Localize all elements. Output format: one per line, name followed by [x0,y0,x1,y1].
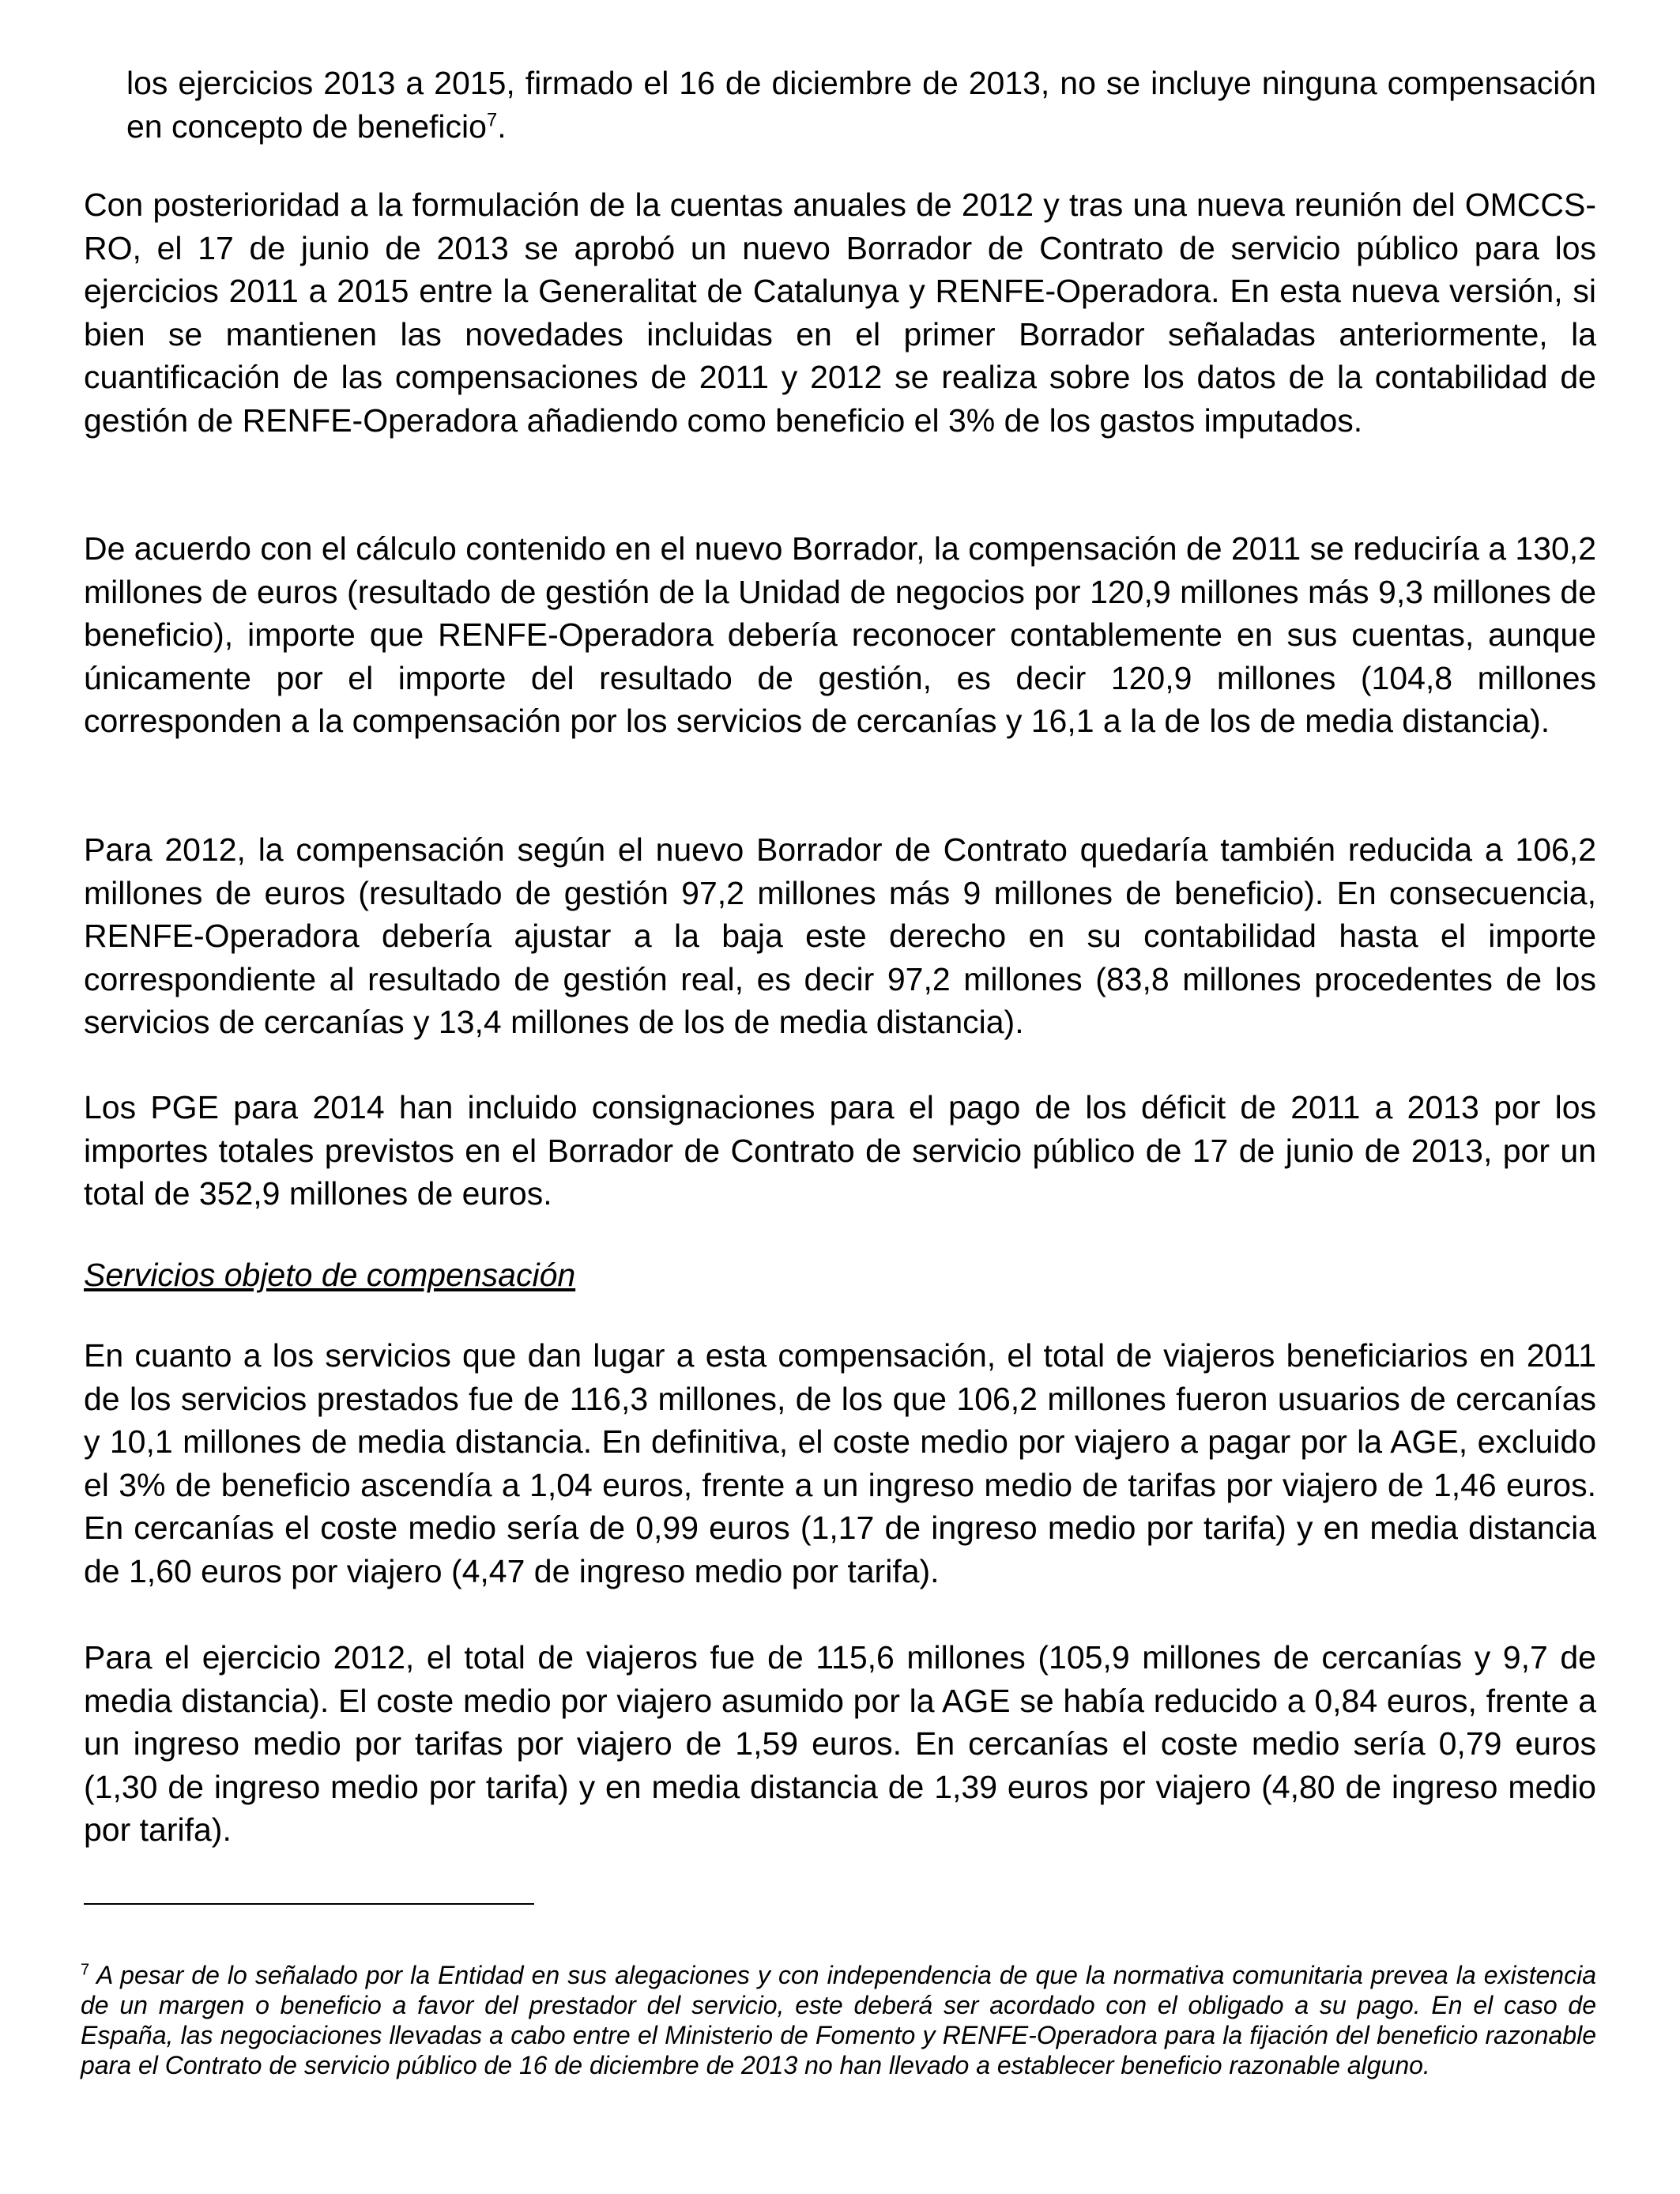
footnote-text: A pesar de lo señalado por la Entidad en sus alegaciones y con independencia de que la normativa comunitaria prevea la existencia de un margen o beneficio a favor del prestador del servicio, este deberá ser acordado con el obligado a su pago. En el caso de España, las negociaciones llevadas a cabo entre el Ministerio de Fomento y RENFE-Operadora para la fijación del beneficio razonable para el Contrato de servicio público de 16 de diciembre de 2013 no han llevado a establecer beneficio razonable alguno. [81,1961,1596,2079]
footnote-number: 7 [81,1961,90,1979]
section-heading: Servicios objeto de compensación [84,1257,576,1293]
paragraph-continuation-end: . [497,107,507,145]
paragraph-servicios-2012: Para el ejercicio 2012, el total de viajeros fue de 115,6 millones (105,9 millones de cercanías y 9,7 de media distancia). El coste medio por viajero asumido por la AGE se había reducido a 0,84 euros, frente a un ingreso medio por tarifas por viajero de 1,59 euros. En cercanías el coste medio sería 0,79 euros (1,30 de ingreso medio por tarifa) y en media distancia de 1,39 euros por viajero (4,80 de ingreso medio por tarifa). [84,1639,1596,1848]
paragraph-continuation-text: los ejercicios 2013 a 2015, firmado el 16 de diciembre de 2013, no se incluye ninguna compensación en concepto de beneficio [126,65,1596,145]
paragraph-pge-2014: Los PGE para 2014 han incluido consignaciones para el pago de los déficit de 2011 a 2013 por los importes totales previstos en el Borrador de Contrato de servicio público de 17 de junio de 2013, por un total de 352,9 millones de euros. [84,1089,1596,1212]
paragraph-borrador-junio: Con posterioridad a la formulación de la cuentas anuales de 2012 y tras una nueva reunión del OMCCS-RO, el 17 de junio de 2013 se aprobó un nuevo Borrador de Contrato de servicio público para los ejercicios 2011 a 2015 entre la Generalitat de Catalunya y RENFE-Operadora. En esta nueva versión, si bien se mantienen las novedades incluidas en el primer Borrador señaladas anteriormente, la cuantificación de las compensaciones de 2011 y 2012 se realiza sobre los datos de la contabilidad de gestión de RENFE-Operadora añadiendo como beneficio el 3% de los gastos imputados. [84,187,1596,439]
paragraph-compensacion-2012: Para 2012, la compensación según el nuevo Borrador de Contrato quedaría también reducida a 106,2 millones de euros (resultado de gestión 97,2 millones más 9 millones de beneficio). En consecuencia, RENFE-Operadora debería ajustar a la baja este derecho en su contabilidad hasta el importe correspondiente al resultado de gestión real, es decir 97,2 millones (83,8 millones procedentes de los servicios de cercanías y 13,4 millones de los de media distancia). [84,831,1596,1040]
paragraph-servicios-2011: En cuanto a los servicios que dan lugar a esta compensación, el total de viajeros beneficiarios en 2011 de los servicios prestados fue de 116,3 millones, de los que 106,2 millones fueron usuarios de cercanías y 10,1 millones de media distancia. En definitiva, el coste medio por viajero a pagar por la AGE, excluido el 3% de beneficio ascendía a 1,04 euros, frente a un ingreso medio de tarifas por viajero de 1,46 euros. En cercanías el coste medio sería de 0,99 euros (1,17 de ingreso medio por tarifa) y en media distancia de 1,60 euros por viajero (4,47 de ingreso medio por tarifa). [84,1337,1596,1589]
footnote-reference[interactable]: 7 [486,108,498,130]
paragraph-continuation [126,62,1596,148]
footnote [81,1960,1596,2080]
footnote-separator [84,1903,534,1905]
paragraph-compensacion-2011: De acuerdo con el cálculo contenido en el nuevo Borrador, la compensación de 2011 se reduciría a 130,2 millones de euros (resultado de gestión de la Unidad de negocios por 120,9 millones más 9,3 millones de beneficio), importe que RENFE-Operadora debería reconocer contablemente en sus cuentas, aunque únicamente por el importe del resultado de gestión, es decir 120,9 millones (104,8 millones corresponden a la compensación por los servicios de cercanías y 16,1 a la de los de media distancia). [84,530,1596,739]
